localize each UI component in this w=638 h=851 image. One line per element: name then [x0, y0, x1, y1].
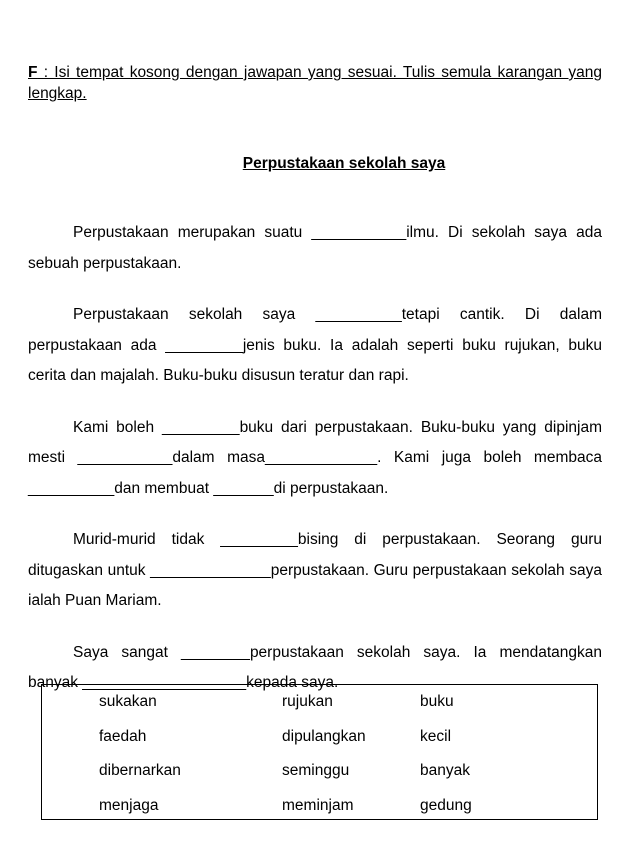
blank-line: _________ — [220, 531, 298, 548]
word-bank-item: sukakan — [99, 693, 157, 710]
instruction-text — [28, 62, 602, 104]
text-segment: dan membuat — [114, 479, 214, 497]
word-bank-item: menjaga — [99, 796, 159, 814]
text-segment: Saya sangat — [73, 643, 181, 661]
text-segment: Perpustakaan sekolah saya — [73, 306, 316, 323]
word-bank-item: seminggu — [282, 762, 350, 779]
blank-line: _______ — [213, 479, 274, 497]
blank-line: ________ — [180, 643, 250, 661]
text-segment: tetapi cantik. Di dalam perpustakaan ada — [28, 306, 602, 354]
text-segment: dalam masa — [172, 449, 265, 466]
instruction-body: : Isi tempat kosong dengan jawapan yang sesuai. Tulis semula karangan yang lengkap. — [28, 64, 602, 102]
blank-line: _________ — [165, 336, 243, 354]
word-bank-item: dibernarkan — [99, 762, 181, 779]
word-bank-item: faedah — [99, 727, 147, 745]
text-segment: ilmu. Di sekolah saya ada sebuah perpustakaan. — [28, 224, 603, 272]
section-letter: F — [28, 64, 38, 81]
text-segment: Perpustakaan merupakan suatu — [73, 224, 312, 241]
blank-line: _____________ — [265, 449, 378, 466]
paragraph-2 — [28, 300, 602, 392]
text-segment: di perpustakaan. — [273, 479, 389, 497]
text-segment: perpustakaan sekolah saya. Ia mendatangkan banyak — [28, 643, 603, 691]
text-segment: . Kami juga boleh membaca — [377, 449, 602, 466]
word-bank-grid — [99, 685, 579, 823]
word-bank-item: banyak — [420, 762, 470, 779]
blank-line: ___________________ — [82, 674, 247, 691]
blank-line: __________ — [28, 479, 115, 497]
text-segment: Kami boleh — [73, 418, 162, 436]
word-bank-item: rujukan — [282, 693, 333, 710]
text-segment: jenis buku. Ia adalah seperti buku rujukan, buku cerita dan majalah. Buku-buku disusun teratur dan rapi. — [28, 336, 602, 384]
text-segment: Murid-murid tidak — [73, 531, 221, 548]
blank-line: ___________ — [311, 224, 407, 241]
paragraph-4 — [28, 525, 602, 617]
worksheet — [28, 62, 602, 699]
text-segment: kepada saya. — [246, 674, 339, 691]
word-bank-item: dipulangkan — [282, 727, 366, 745]
word-bank-box — [41, 684, 598, 820]
text-segment: bising di perpustakaan. Seorang guru ditugaskan untuk — [28, 531, 603, 579]
paragraph-1 — [28, 218, 602, 279]
blank-line: _________ — [161, 418, 240, 436]
text-segment: perpustakaan. Guru perpustakaan sekolah saya ialah Puan Mariam. — [28, 561, 602, 609]
blank-line: ___________ — [77, 449, 173, 466]
word-bank-item: kecil — [420, 727, 452, 745]
essay-title: Perpustakaan sekolah saya — [242, 155, 446, 172]
word-bank-item: gedung — [420, 796, 472, 814]
blank-line: __________ — [315, 306, 402, 323]
text-segment: buku dari perpustakaan. Buku-buku yang dipinjam mesti — [28, 418, 602, 466]
blank-line: ______________ — [150, 561, 271, 579]
word-bank-item: meminjam — [282, 796, 354, 814]
paragraph-3 — [28, 413, 602, 505]
word-bank-item: buku — [420, 693, 454, 710]
